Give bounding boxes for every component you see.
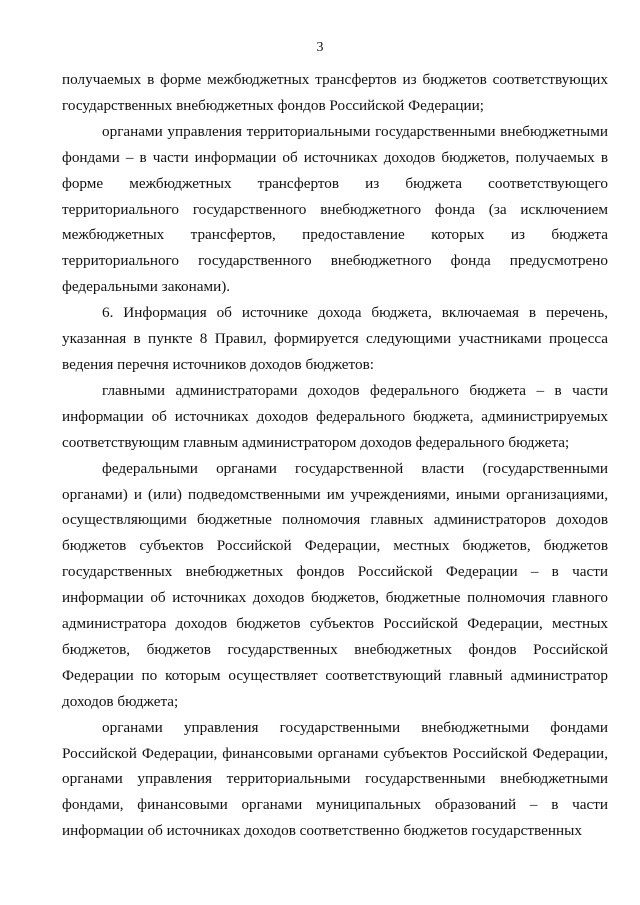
paragraph: 6. Информация об источнике дохода бюджета, включаемая в перечень, указанная в пункте 8 Правил, формируется следующими участниками процесса ведения перечня источников доходов бюджетов: (62, 304, 608, 373)
page-number: 3 (316, 40, 324, 55)
paragraph: федеральными органами государственной власти (государственными органами) и (или) подведомственными им учреждениями, иными организациями, осуществляющими бюджетные полномочия главных администраторов доходов бюджетов субъектов Российской Федерации, местных бюджетов, бюджетов государственных внебюджетных фондов Российской Федерации – в части информации об источниках доходов бюджетов, бюджетные полномочия главного администратора доходов бюджетов субъектов Российской Федерации, местных бюджетов, бюджетов государственных внебюджетных фондов Российской Федерации по которым осуществляет соответствующий главный администратор доходов бюджета; (62, 459, 608, 710)
paragraph: органами управления государственными внебюджетными фондами Российской Федерации, финансовыми органами субъектов Российской Федерации, органами управления территориальными государственными внебюджетными фондами, финансовыми органами муниципальных образований – в части информации об источниках доходов соответственно бюджетов государственных (62, 718, 608, 840)
paragraph: получаемых в форме межбюджетных трансфертов из бюджетов соответствующих государственных внебюджетных фондов Российской Федерации; (62, 71, 608, 114)
paragraph: органами управления территориальными государственными внебюджетными фондами – в части информации об источниках доходов бюджетов, получаемых в форме межбюджетных трансфертов из бюджета соответствующего территориального государственного внебюджетного фонда (за исключением межбюджетных трансфертов, предоставление которых из бюджета территориального государственного внебюджетного фонда предусмотрено федеральными законами). (62, 122, 608, 296)
paragraph: главными администраторами доходов федерального бюджета – в части информации об источниках доходов федерального бюджета, администрируемых соответствующим главным администратором доходов федерального бюджета; (62, 381, 608, 451)
document-body (62, 67, 608, 844)
